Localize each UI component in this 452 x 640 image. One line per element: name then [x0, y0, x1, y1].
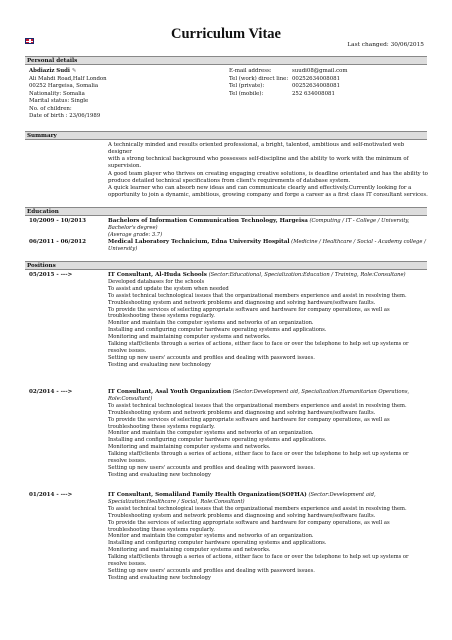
position-line: Installing and configuring computer hardware operating systems and applications.: [108, 437, 327, 444]
position-line: Testing and evaluating new technology: [108, 471, 211, 478]
position-line: Monitoring and maintaining computer systems and networks.: [108, 334, 271, 341]
position-line: Installing and configuring computer hardware operating systems and applications.: [108, 327, 327, 334]
position-line: Troubleshooting system and network problems and diagnosing and solving hardware/software faults.: [108, 409, 376, 416]
tel-private-value: 00252634008081: [292, 83, 341, 89]
position-line: To assist technical technological issues that the organizational members experience and assist in resolving them.: [108, 402, 407, 409]
position-line: Developed databases for the schools: [108, 278, 205, 285]
summary-line: opportunity to join a dynamic, ambitious, growing company and forge a career as a first class IT consultant services.: [108, 192, 428, 199]
education-title: Medical Laboratory Technicium, Edna University Hospital: [108, 239, 290, 245]
position-line: To provide the services of selecting appropriate software and hardware for company operations, as well as: [108, 519, 390, 526]
summary-line: A technically minded and results oriented professional, a bright, talented, ambitious and self-motivated web designer: [108, 142, 405, 156]
section-education: Education: [25, 207, 427, 216]
position-title: IT Consultant, Al-Huda Schools: [108, 272, 207, 278]
position-sector: (Sector:Educational, Specialization:Education / Training, Role:Consultane): [208, 272, 406, 278]
email-value[interactable]: suudi08@gmail.com: [292, 68, 348, 74]
summary-text: [108, 142, 428, 199]
position-line: Troubleshooting system and network problems and diagnosing and solving hardware/software faults.: [108, 512, 376, 519]
summary-line: produce detailed technical specifications from client's requirements of database system.: [108, 177, 351, 184]
position-item: [108, 492, 428, 582]
page-title: Curriculum Vitae: [171, 26, 281, 42]
city-line: 00252 Hargeisa, Somalia: [29, 83, 99, 89]
address-line: Ali Mahdi Road,Half London: [29, 75, 107, 82]
tel-work-value: 00252634008081: [292, 75, 341, 82]
position-line: Setting up new users' accounts and profiles and dealing with password issues.: [108, 567, 315, 574]
position-line: Troubleshooting system and network problems and diagnosing and solving hardware/software faults.: [108, 299, 376, 306]
tel-mobile-value: 252 634008081: [292, 90, 335, 97]
position-item: [108, 272, 428, 369]
tel-private-label: Tel (private):: [229, 83, 265, 89]
position-sector-cont: Specialization:Healthcare / Social, Role:Consultant): [108, 498, 245, 505]
position-line: Installing and configuring computer hardware operating systems and applications.: [108, 540, 327, 547]
position-line: To provide the services of selecting appropriate software and hardware for company operations, as well as: [108, 416, 390, 423]
position-line: Talking staff/clients through a series of actions, either face to face or over the telephone to help set up systems or: [108, 341, 409, 348]
email-label: E-mail address:: [229, 68, 272, 74]
position-line: troubleshooting these systems regularly.: [108, 526, 215, 533]
education-title: Bachelors of Information Communication Technology, Hargeisa: [108, 218, 308, 224]
edit-icon[interactable]: ✎: [71, 68, 77, 74]
section-personal-details: Personal details: [25, 56, 427, 65]
children: No. of children:: [29, 105, 72, 112]
last-changed: Last changed: 30/06/2015: [347, 42, 424, 48]
summary-line: A quick learner who can absorb new ideas and can communicate clearly and effectively.Currently looking for a: [108, 184, 412, 191]
position-dates: 02/2014 - --->: [29, 389, 73, 395]
tel-mobile-label: Tel (mobile):: [229, 90, 264, 97]
position-line: resolve issues.: [108, 561, 147, 568]
position-line: Setting up new users' accounts and profiles and dealing with password issues.: [108, 464, 315, 471]
position-title: IT Consultant, Somaliland Family Health Organization(SOFHA): [108, 492, 307, 498]
section-positions: Positions: [25, 261, 427, 270]
position-line: Monitoring and maintaining computer systems and networks.: [108, 547, 271, 554]
education-degree: University): [108, 245, 138, 252]
position-line: troubleshooting these systems regularly.: [108, 313, 215, 320]
marital-status: Marital status: Single: [29, 98, 89, 104]
position-line: Monitor and maintain the computer systems and networks of an organization.: [108, 430, 314, 437]
position-item: [108, 389, 428, 479]
person-name: Abdiaziz Sudi ✎: [29, 68, 77, 74]
position-line: To assist technical technological issues that the organizational members experience and assist in resolving them.: [108, 292, 407, 299]
position-line: Testing and evaluating new technology: [108, 361, 211, 368]
position-line: Setting up new users' accounts and profiles and dealing with password issues.: [108, 354, 315, 361]
position-line: resolve issues.: [108, 347, 147, 354]
education-degree: Bachelor's degree): [108, 224, 158, 231]
position-line: Monitoring and maintaining computer systems and networks.: [108, 444, 271, 451]
position-sector: (Sector:Development aid,: [308, 492, 376, 498]
position-line: Talking staff/clients through a series of actions, either face to face or over the telephone to help set up systems or: [108, 554, 409, 561]
position-title: IT Consultant, Asal Youth Organization: [108, 389, 232, 395]
summary-line: with a strong technical background who possesses self-discipline and the ability to work with the minimum of: [108, 156, 409, 163]
section-summary: Summary: [25, 131, 427, 140]
position-sector: (Sector:Development aid, Specialization:Humanitarian Operations,: [232, 389, 410, 395]
position-dates: 05/2015 - --->: [29, 272, 73, 278]
position-line: resolve issues.: [108, 458, 147, 465]
position-line: Testing and evaluating new technology: [108, 574, 211, 581]
position-line: troubleshooting these systems regularly.: [108, 423, 215, 430]
summary-line: A good team player who thrives on creating engaging creative solutions, is deadline orientated and has the ability to: [108, 170, 428, 177]
position-sector-cont: Role:Consultant): [108, 395, 153, 402]
position-line: To provide the services of selecting appropriate software and hardware for company operations, as well as: [108, 306, 390, 313]
position-line: To assist technical technological issues that the organizational members experience and assist in resolving them.: [108, 505, 407, 512]
education-grade: (Average grade: 3.7): [108, 231, 163, 238]
position-line: Talking staff/clients through a series of actions, either face to face or over the telephone to help set up systems or: [108, 451, 409, 458]
position-line: Monitor and maintain the computer systems and networks of an organization.: [108, 320, 314, 327]
tel-work-label: Tel (work) direct line:: [229, 75, 289, 82]
nationality: Nationality: Somalia: [29, 90, 85, 97]
education-item: [108, 218, 428, 239]
education-tags: (Medicine / Healthcare / Social - Academy college /: [291, 239, 426, 245]
education-dates: 06/2011 - 06/2012: [29, 239, 87, 245]
education-item: [108, 239, 428, 253]
date-of-birth: Date of birth : 23/06/1989: [29, 113, 101, 119]
position-line: Monitor and maintain the computer systems and networks of an organization.: [108, 533, 314, 540]
position-dates: 01/2014 - --->: [29, 492, 73, 498]
position-line: To assist and update the system when needed: [108, 285, 229, 292]
summary-line: supervision.: [108, 163, 142, 170]
education-dates: 10/2009 - 10/2013: [29, 218, 87, 224]
education-tags: (Computing / IT - College / University,: [309, 218, 410, 224]
